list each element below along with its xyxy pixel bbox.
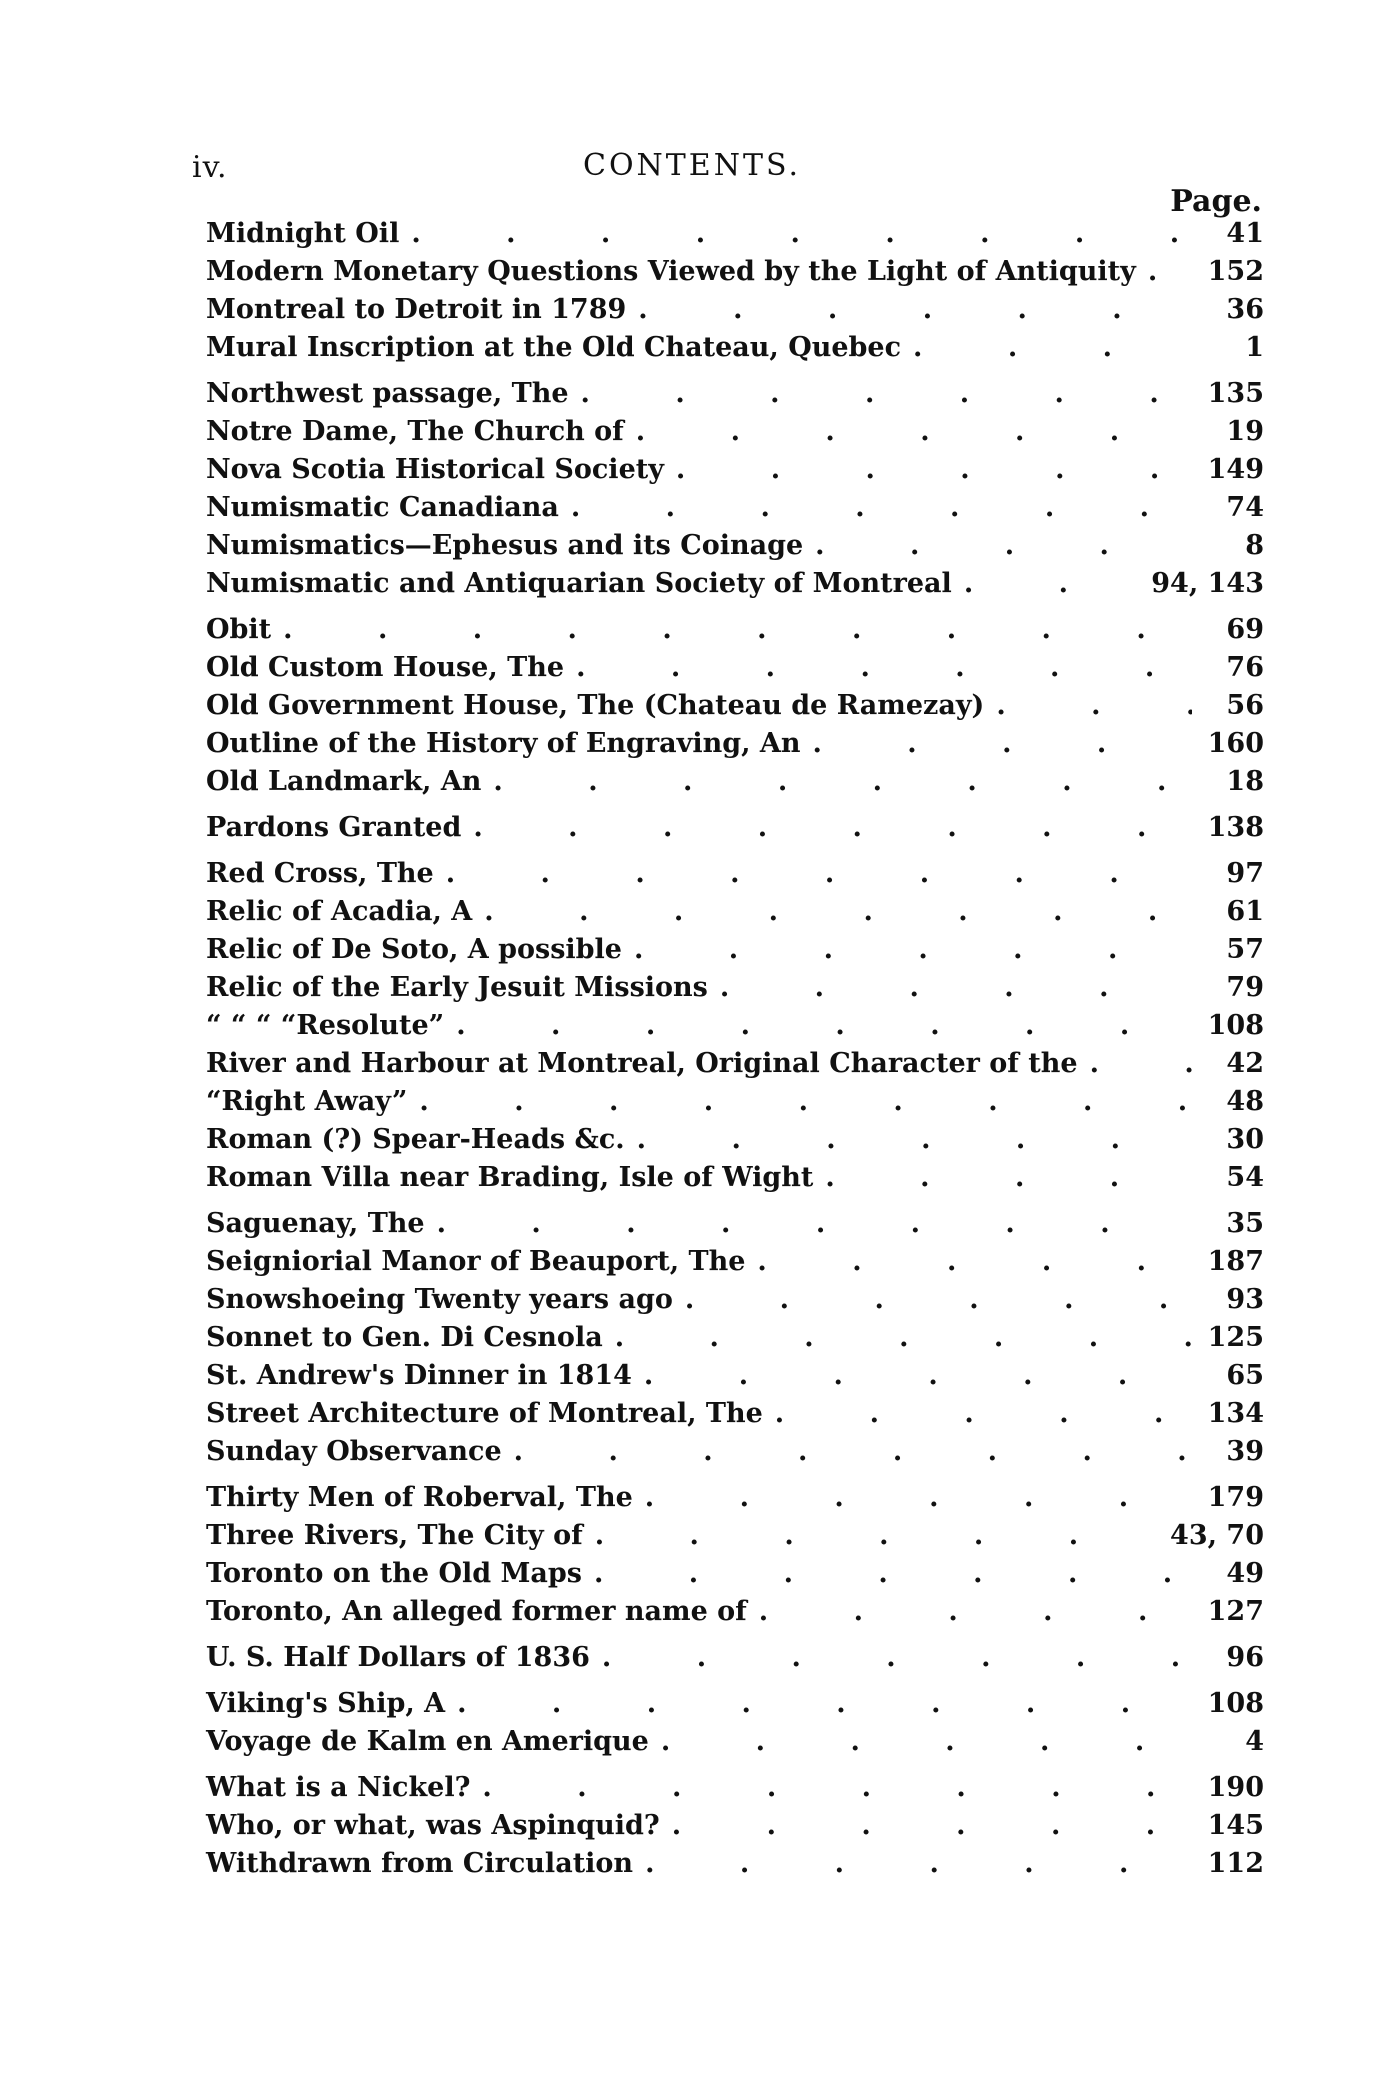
contents-group [206, 858, 1264, 1200]
dot-leader [1090, 1048, 1192, 1079]
contents-entry [206, 1162, 1264, 1200]
dot-leader [913, 332, 1192, 363]
entry-title: Toronto on the Old Maps [206, 1558, 582, 1589]
entry-page-number: 43, 70 [1170, 1520, 1264, 1551]
page-column-label: Page. [1170, 184, 1262, 219]
contents-entry [206, 1772, 1264, 1810]
dot-leader [661, 1726, 1192, 1757]
contents-entry [206, 690, 1264, 728]
contents-entry [206, 614, 1264, 652]
entry-title: Old Custom House, The [206, 652, 565, 683]
entry-page-number: 190 [1207, 1772, 1264, 1803]
contents-entry [206, 896, 1264, 934]
entry-title: Pardons Granted [206, 812, 462, 843]
contents-entry [206, 454, 1264, 492]
contents-group [206, 1688, 1264, 1764]
contents-entry [206, 294, 1264, 332]
dot-leader [482, 1772, 1192, 1803]
dot-leader [457, 1688, 1192, 1719]
entry-page-number: 54 [1226, 1162, 1264, 1193]
entry-page-number: 57 [1226, 934, 1264, 965]
contents-group [206, 614, 1264, 804]
contents-entry [206, 492, 1264, 530]
dot-leader [685, 1284, 1192, 1315]
entry-title: Outline of the History of Engraving, An [206, 728, 801, 759]
dot-leader [576, 652, 1192, 683]
entry-title: Northwest passage, The [206, 378, 569, 409]
dot-leader [419, 1086, 1192, 1117]
contents-entry [206, 1360, 1264, 1398]
entry-page-number: 96 [1226, 1642, 1264, 1673]
contents-entry [206, 934, 1264, 972]
entry-title: Voyage de Kalm en Amerique [206, 1726, 649, 1757]
entry-page-number: 127 [1207, 1596, 1264, 1627]
entry-page-number: 19 [1226, 416, 1264, 447]
entry-title: Roman (?) Spear-Heads &c. [206, 1124, 625, 1155]
entry-title: Relic of Acadia, A [206, 896, 473, 927]
dot-leader [636, 416, 1192, 447]
entry-title: Numismatic and Antiquarian Society of Montreal [206, 568, 952, 599]
entry-page-number: 48 [1226, 1086, 1264, 1117]
contents-entry [206, 1322, 1264, 1360]
contents-group [206, 812, 1264, 850]
dot-leader [815, 530, 1192, 561]
contents-entry [206, 1642, 1264, 1680]
contents-group [206, 378, 1264, 606]
entry-title: Toronto, An alleged former name of [206, 1596, 747, 1627]
entry-title: Snowshoeing Twenty years ago [206, 1284, 673, 1315]
contents-entry [206, 1246, 1264, 1284]
entry-page-number: 4 [1245, 1726, 1264, 1757]
entry-title: Nova Scotia Historical Society [206, 454, 664, 485]
entry-title: St. Andrew's Dinner in 1814 [206, 1360, 632, 1391]
dot-leader [594, 1558, 1192, 1589]
contents-entry [206, 1810, 1264, 1848]
entry-page-number: 41 [1226, 218, 1264, 249]
entry-title: Viking's Ship, A [206, 1688, 446, 1719]
entry-page-number: 152 [1207, 256, 1264, 287]
entry-page-number: 65 [1226, 1360, 1264, 1391]
entry-page-number: 125 [1207, 1322, 1264, 1353]
contents-entry [206, 1124, 1264, 1162]
dot-leader [759, 1596, 1192, 1627]
dot-leader [456, 1010, 1192, 1041]
contents-entry [206, 256, 1264, 294]
entry-title: Who, or what, was Aspinquid? [206, 1810, 660, 1841]
dot-leader [775, 1398, 1192, 1429]
contents-entry [206, 728, 1264, 766]
entry-page-number: 30 [1226, 1124, 1264, 1155]
entry-page-number: 79 [1226, 972, 1264, 1003]
entry-page-number: 61 [1226, 896, 1264, 927]
dot-leader [645, 1482, 1192, 1513]
entry-page-number: 36 [1226, 294, 1264, 325]
dot-leader [446, 858, 1192, 889]
entry-title: What is a Nickel? [206, 1772, 471, 1803]
dot-leader [964, 568, 1139, 599]
entry-page-number: 74 [1226, 492, 1264, 523]
contents-entry [206, 1520, 1264, 1558]
contents-entry [206, 1086, 1264, 1124]
dot-leader [645, 1848, 1192, 1879]
entry-page-number: 1 [1245, 332, 1264, 363]
dot-leader [437, 1208, 1192, 1239]
dot-leader [996, 690, 1192, 721]
dot-leader [757, 1246, 1192, 1277]
entry-page-number: 18 [1226, 766, 1264, 797]
contents-entry [206, 1558, 1264, 1596]
entry-page-number: 97 [1226, 858, 1264, 889]
entry-title: Obit [206, 614, 272, 645]
entry-page-number: 145 [1207, 1810, 1264, 1841]
entry-page-number: 93 [1226, 1284, 1264, 1315]
dot-leader [283, 614, 1192, 645]
entry-page-number: 56 [1226, 690, 1264, 721]
entry-page-number: 160 [1207, 728, 1264, 759]
entry-page-number: 94, 143 [1151, 568, 1264, 599]
contents-entry [206, 972, 1264, 1010]
entry-title: “Right Away” [206, 1086, 408, 1117]
contents-entry [206, 812, 1264, 850]
entry-page-number: 179 [1207, 1482, 1264, 1513]
entry-page-number: 35 [1226, 1208, 1264, 1239]
entry-title: U. S. Half Dollars of 1836 [206, 1642, 590, 1673]
entry-title: Saguenay, The [206, 1208, 425, 1239]
entry-title: Withdrawn from Circulation [206, 1848, 634, 1879]
contents-entry [206, 858, 1264, 896]
contents-entry [206, 1726, 1264, 1764]
entry-title: Numismatics—Ephesus and its Coinage [206, 530, 804, 561]
entry-title: Numismatic Canadiana [206, 492, 559, 523]
dot-leader [634, 934, 1192, 965]
dot-leader [514, 1436, 1192, 1467]
entry-title: Red Cross, The [206, 858, 434, 889]
entry-page-number: 138 [1207, 812, 1264, 843]
entry-title: River and Harbour at Montreal, Original Character of the [206, 1048, 1078, 1079]
dot-leader [1148, 256, 1192, 287]
contents-group [206, 1772, 1264, 1886]
entry-page-number: 187 [1207, 1246, 1264, 1277]
contents-entry [206, 530, 1264, 568]
dot-leader [812, 728, 1192, 759]
entry-page-number: 134 [1207, 1398, 1264, 1429]
entry-title: Montreal to Detroit in 1789 [206, 294, 627, 325]
entry-page-number: 69 [1226, 614, 1264, 645]
entry-title: Midnight Oil [206, 218, 400, 249]
entry-page-number: 108 [1207, 1010, 1264, 1041]
running-head: CONTENTS. [583, 148, 801, 183]
dot-leader [676, 454, 1192, 485]
dot-leader [720, 972, 1192, 1003]
entry-page-number: 149 [1207, 454, 1264, 485]
contents-entry [206, 1688, 1264, 1726]
contents-group [206, 1482, 1264, 1634]
entry-page-number: 49 [1226, 1558, 1264, 1589]
dot-leader [571, 492, 1192, 523]
contents-entry [206, 1010, 1264, 1048]
entry-title: Street Architecture of Montreal, The [206, 1398, 763, 1429]
entry-title: Seigniorial Manor of Beauport, The [206, 1246, 746, 1277]
entry-page-number: 135 [1207, 378, 1264, 409]
entry-title: Old Government House, The (Chateau de Ramezay) [206, 690, 985, 721]
contents-entry [206, 218, 1264, 256]
entry-title: Relic of De Soto, A possible [206, 934, 622, 965]
contents-entry [206, 1048, 1264, 1086]
entry-page-number: 112 [1207, 1848, 1264, 1879]
entry-page-number: 76 [1226, 652, 1264, 683]
contents-entry [206, 378, 1264, 416]
contents-group [206, 1208, 1264, 1474]
contents-entry [206, 1482, 1264, 1520]
entry-title: Thirty Men of Roberval, The [206, 1482, 633, 1513]
dot-leader [411, 218, 1192, 249]
dot-leader [493, 766, 1192, 797]
contents-group [206, 218, 1264, 370]
dot-leader [672, 1810, 1192, 1841]
entry-title: Notre Dame, The Church of [206, 416, 624, 447]
contents-group [206, 1642, 1264, 1680]
contents-entry [206, 1596, 1264, 1634]
dot-leader [473, 812, 1192, 843]
dot-leader [825, 1162, 1192, 1193]
contents-entry [206, 1848, 1264, 1886]
entry-title: Sunday Observance [206, 1436, 502, 1467]
dot-leader [602, 1642, 1192, 1673]
entry-page-number: 42 [1226, 1048, 1264, 1079]
entry-title: Sonnet to Gen. Di Cesnola [206, 1322, 603, 1353]
dot-leader [637, 1124, 1192, 1155]
contents-entry [206, 1208, 1264, 1246]
contents-entry [206, 652, 1264, 690]
contents-list [206, 218, 1264, 1894]
contents-entry [206, 1436, 1264, 1474]
contents-entry [206, 1398, 1264, 1436]
entry-title: Three Rivers, The City of [206, 1520, 583, 1551]
entry-page-number: 8 [1245, 530, 1264, 561]
dot-leader [484, 896, 1192, 927]
contents-entry [206, 568, 1264, 606]
entry-title: Old Landmark, An [206, 766, 482, 797]
dot-leader [581, 378, 1192, 409]
contents-entry [206, 766, 1264, 804]
entry-page-number: 108 [1207, 1688, 1264, 1719]
dot-leader [644, 1360, 1192, 1391]
entry-title: Mural Inscription at the Old Chateau, Quebec [206, 332, 902, 363]
entry-title: Roman Villa near Brading, Isle of Wight [206, 1162, 814, 1193]
entry-title: “ “ “ “Resolute” [206, 1010, 445, 1041]
contents-entry [206, 1284, 1264, 1322]
dot-leader [595, 1520, 1158, 1551]
entry-page-number: 39 [1226, 1436, 1264, 1467]
contents-entry [206, 416, 1264, 454]
entry-title: Modern Monetary Questions Viewed by the Light of Antiquity [206, 256, 1136, 287]
entry-title: Relic of the Early Jesuit Missions [206, 972, 708, 1003]
dot-leader [615, 1322, 1192, 1353]
page-number: iv. [192, 150, 228, 185]
dot-leader [638, 294, 1192, 325]
contents-entry [206, 332, 1264, 370]
